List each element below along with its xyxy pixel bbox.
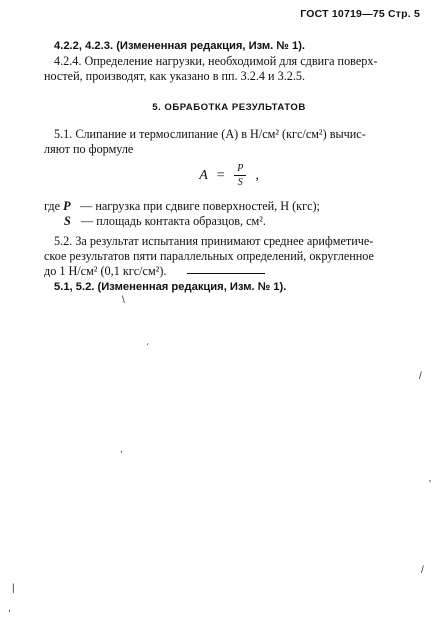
document-content	[44, 38, 414, 295]
scan-mark-8: ,	[8, 603, 11, 614]
formula-fraction	[234, 163, 246, 188]
legend-line-p	[44, 199, 414, 214]
legend-text-p: — нагрузка при сдвиге поверхностей, Н (кгс);	[80, 199, 320, 213]
scan-mark-1: \	[122, 295, 125, 306]
scan-mark-7: |	[12, 583, 15, 594]
paragraph-5-1-5-2	[44, 279, 414, 295]
section-title: 5. ОБРАБОТКА РЕЗУЛЬТАТОВ	[152, 102, 306, 113]
scan-mark-6: /	[421, 565, 424, 576]
legend-prefix: где	[44, 199, 61, 213]
scan-mark-2: ˊ	[146, 343, 150, 354]
paragraph-4-2-4	[44, 54, 414, 84]
formula-block	[44, 163, 414, 197]
formula-numerator: P	[234, 163, 246, 176]
paragraph-5-2-line-3: до 1 Н/см² (0,1 кгс/см²).	[44, 264, 167, 278]
legend-text-s: — площадь контакта образцов, см².	[81, 214, 266, 228]
paragraph-4-2-4-line-2: ностей, производят, как указано в пп. 3.2.4 и 3.2.5.	[44, 69, 306, 83]
paragraph-4-2-4-line-1: 4.2.4. Определение нагрузки, необходимой для сдвига поверх-	[54, 54, 378, 68]
paragraph-4-2-2-4-2-3	[44, 38, 414, 54]
scan-mark-5: '	[429, 479, 431, 490]
paragraph-5-1	[44, 127, 414, 157]
formula-equals: =	[215, 168, 226, 183]
section-divider	[187, 273, 265, 274]
paragraph-5-2-line-2: ское результатов пяти параллельных определений, округленное	[44, 249, 374, 263]
paragraph-5-1-5-2-text: 5.1, 5.2. (Измененная редакция, Изм. № 1).	[54, 281, 287, 293]
formula-lhs: A	[199, 168, 208, 183]
legend-line-s	[44, 214, 414, 229]
formula-denominator: S	[237, 177, 243, 188]
scan-mark-3: ,	[120, 444, 123, 455]
legend-symbol-s: S	[64, 214, 71, 228]
formula	[199, 163, 259, 188]
paragraph-5-1-line-1: 5.1. Слипание и термослипание (A) в Н/см² (кгс/см²) вычис-	[54, 127, 366, 141]
page-header: ГОСТ 10719—75 Стр. 5	[300, 8, 420, 20]
scan-mark-4: /	[419, 371, 422, 382]
formula-trailing-comma: ,	[255, 168, 259, 183]
paragraph-5-2-line-1: 5.2. За результат испытания принимают среднее арифметиче-	[54, 234, 374, 248]
legend-symbol-p: P	[63, 199, 71, 213]
paragraph-4-2-2-4-2-3-text: 4.2.2, 4.2.3. (Измененная редакция, Изм. № 1).	[54, 40, 306, 52]
paragraph-5-1-line-2: ляют по формуле	[44, 142, 134, 156]
